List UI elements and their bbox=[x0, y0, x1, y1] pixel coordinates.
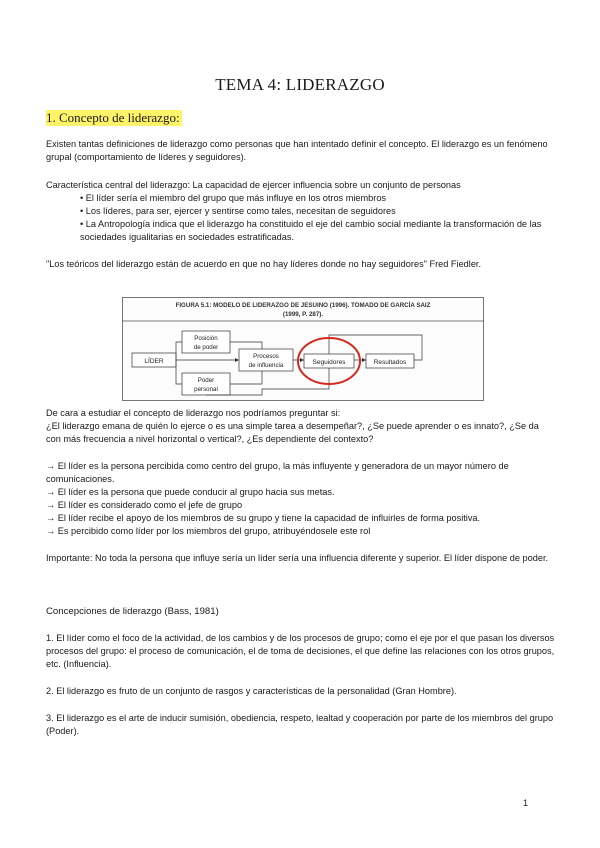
box-poder-label2: personal bbox=[194, 386, 218, 393]
box-lider-label: LÍDER bbox=[144, 358, 164, 365]
figure-caption-line2: (1999, P. 287). bbox=[282, 311, 324, 318]
bullet-item: • El líder sería el miembro del grupo que más influye en los otros miembros bbox=[80, 193, 387, 203]
page-number: 1 bbox=[522, 798, 528, 808]
arrow-item: → Es percibido como líder por los miembros del grupo, atribuyéndosele este rol bbox=[46, 526, 371, 536]
intro-paragraph: Existen tantas definiciones de liderazgo como personas que han intentado definir el concepto. El liderazgo es un fenómeno grupal (comportamiento de líderes y seguidores). bbox=[46, 139, 548, 163]
box-posicion-label2: de poder bbox=[193, 344, 219, 351]
bullet-item: • Los líderes, para ser, ejercer y sentirse como tales, necesitan de seguidores bbox=[80, 206, 396, 216]
arrow-item: → El líder recibe el apoyo de los miembros de su grupo y tiene la capacidad de influirles de forma positiva. bbox=[46, 513, 481, 523]
box-posicion-label1: Posición bbox=[194, 335, 218, 342]
section-heading: 1. Concepto de liderazgo: bbox=[46, 110, 180, 125]
conceptions-heading: Concepciones de liderazgo (Bass, 1981) bbox=[46, 606, 219, 617]
question-intro: De cara a estudiar el concepto de liderazgo nos podríamos preguntar si: bbox=[46, 408, 341, 418]
box-seguidores-label: Seguidores bbox=[312, 359, 346, 366]
important-note: Importante: No toda la persona que influye sería un líder sería una influencia diferente y superior. El líder dispone de poder. bbox=[46, 553, 549, 563]
questions-paragraph: ¿El liderazgo emana de quién lo ejerce o es una simple tarea a desempeñar?, ¿Se puede aprender o es innato?, ¿Se da con más frecuencia a nivel horizontal o vertical?, ¿Es dependiente del contexto? bbox=[46, 421, 539, 445]
figure-caption-line1: FIGURA 5.1: MODELO DE LIDERAZGO DE JESUINO (1996). TOMADO DE GARCÍA SAIZ bbox=[175, 302, 431, 309]
conception-item: 1. El líder como el foco de la actividad, de los cambios y de los procesos de grupo; como el eje por el que pasan los diversos procesos del grupo: el proceso de comunicación, el de toma de decisiones, el que define las relaciones con los otros grupos, etc. (Influencia). bbox=[46, 633, 555, 670]
fiedler-quote: "Los teóricos del liderazgo están de acuerdo en que no hay líderes donde no hay seguidores" Fred Fiedler. bbox=[46, 259, 482, 269]
bullet-item: • La Antropología indica que el liderazgo ha constituido el eje del cambio social mediante la transformación de las sociedades igualitarias en sociedades estratificadas. bbox=[80, 219, 542, 243]
box-poder-label1: Poder bbox=[197, 377, 215, 384]
page-title: TEMA 4: LIDERAZGO bbox=[215, 75, 385, 94]
conception-item: 3. El liderazgo es el arte de inducir sumisión, obediencia, respeto, lealtad y cooperación por parte de los miembros del grupo (Poder). bbox=[46, 713, 554, 737]
arrow-item: → El líder es la persona que puede conducir al grupo hacia sus metas. bbox=[46, 487, 335, 497]
box-resultados-label: Resultados bbox=[373, 359, 407, 366]
central-characteristic: Característica central del liderazgo: La capacidad de ejercer influencia sobre un conjunto de personas bbox=[46, 180, 461, 190]
leadership-model-figure bbox=[122, 297, 484, 401]
arrow-item: → El líder es la persona percibida como centro del grupo, la más influyente y generadora de un mayor número de comunicaciones. bbox=[46, 461, 509, 485]
conception-item: 2. El liderazgo es fruto de un conjunto de rasgos y características de la personalidad (Gran Hombre). bbox=[46, 686, 457, 696]
figure-diagram bbox=[122, 297, 484, 401]
box-procesos-label1: Procesos bbox=[253, 353, 279, 360]
box-procesos-label2: de influencia bbox=[248, 362, 284, 369]
arrow-item: → El líder es considerado como el jefe de grupo bbox=[46, 500, 243, 510]
